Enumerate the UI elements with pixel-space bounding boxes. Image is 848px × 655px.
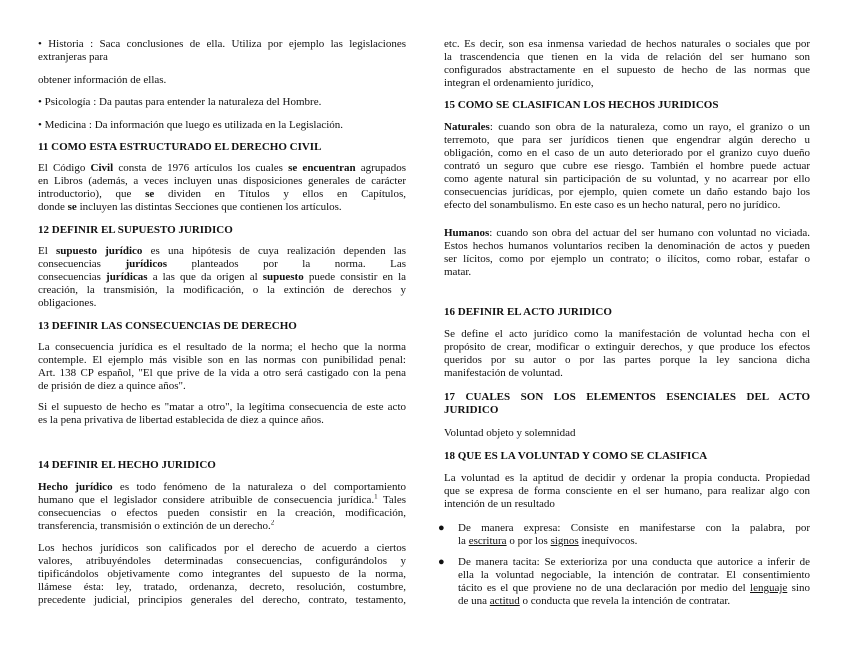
t: sino bbox=[787, 582, 810, 594]
p15b-line-3: ser lícitos, como por ejemplo un contrato; o ilícitos, como robar, estafar o bbox=[444, 253, 810, 265]
t: de una bbox=[458, 595, 490, 607]
term-psicologia: Psicología bbox=[44, 96, 91, 108]
historia-text-1: : Saca conclusiones de ella. Utiliza por ejemplo las legislaciones bbox=[90, 38, 406, 50]
p11-line-1 bbox=[38, 162, 406, 175]
bullet1-line-1: De manera expresa: Consiste en manifestarse con la palabra, por bbox=[458, 522, 810, 534]
t: El Código bbox=[38, 162, 91, 174]
p13b-line-1: Si el supuesto de hecho es "matar a otro", la legítima consecuencia de este acto bbox=[38, 401, 406, 413]
heading-17-cont: JURIDICO bbox=[444, 404, 499, 416]
t: o conducta que revela la intención de contratar. bbox=[519, 595, 731, 607]
t: consecuencias bbox=[38, 271, 107, 283]
t: inequívocos. bbox=[578, 535, 638, 547]
p18-line-3: intención de un resultado bbox=[444, 498, 555, 510]
p16-line-1: Se define el acto jurídico como la manifestación de voluntad hecha con el bbox=[444, 328, 810, 340]
p15-line-6: consecuencias jurídicas, por ejemplo, quien comete un daño estando bajo los bbox=[444, 186, 810, 198]
bullet-icon: • bbox=[38, 38, 42, 50]
p14-line-1 bbox=[38, 481, 406, 494]
footnote-ref: 2 bbox=[270, 520, 275, 527]
t: se encuentran bbox=[288, 162, 356, 174]
link-actitud[interactable]: actitud bbox=[489, 595, 520, 607]
p14b-line-5: precedente judicial, principios generales del derecho, contrato, testamento, bbox=[38, 594, 406, 606]
right-column bbox=[438, 0, 810, 655]
t: dividen en Títulos y ellos en Capítulos, bbox=[154, 188, 406, 200]
p13-line-4: de prisión de diez a quince años". bbox=[38, 380, 186, 392]
heading-12: 12 DEFINIR EL SUPUESTO JURIDICO bbox=[38, 224, 233, 236]
t: El bbox=[38, 245, 56, 257]
p15-line-3: obligación, como en el caso de un auto deteriorado por el granizo cuyo dueño bbox=[444, 147, 810, 159]
cont-line-1: etc. Es decir, son esa inmensa variedad de hechos naturales o sociales que por bbox=[444, 38, 810, 50]
historia-text-3: obtener información de ellas. bbox=[38, 74, 167, 86]
historia-text-2: extranjeras para bbox=[38, 51, 108, 63]
t: donde bbox=[38, 201, 68, 213]
t: jurídicas bbox=[106, 271, 148, 283]
t: transferencia, transmisión o extinción de un derecho. bbox=[38, 520, 271, 532]
bullet2-line-2: ella la voluntad negociable, la intención de contratar. El consentimiento bbox=[458, 569, 810, 581]
medicina-text: : Da información que luego es utilizada en la Legislación. bbox=[88, 119, 344, 131]
p11-line-2: en Libros (además, a veces incluyen unas disposiciones generales de carácter bbox=[38, 175, 406, 187]
p11-line-3 bbox=[38, 188, 406, 201]
heading-17: 17 CUALES SON LOS ELEMENTOS ESENCIALES DEL ACTO bbox=[444, 391, 810, 403]
t: es todo fenómeno de la naturaleza o del comportamiento bbox=[112, 481, 406, 493]
t: agrupados bbox=[355, 162, 406, 174]
t: Humanos bbox=[444, 227, 490, 239]
p12-line-2 bbox=[38, 258, 406, 271]
t: consta de 1976 artículos los cuales bbox=[113, 162, 289, 174]
p14b-line-3: tipificándolos objetivamente como integrantes del supuesto de la norma, bbox=[38, 568, 406, 580]
t: jurídicos bbox=[125, 258, 167, 270]
p12-line-3 bbox=[38, 271, 406, 284]
p14-line-3: consecuencias o efectos pueden consistir en la creación, modificación, bbox=[38, 507, 406, 519]
p16-line-4: manifestación de voluntad. bbox=[444, 367, 563, 379]
cont-line-2: la trascendencia que tienen en la vida de relación del ser humano son bbox=[444, 51, 810, 63]
p16-line-3: queridos por su autor o por las partes porque la ley sanciona dicha bbox=[444, 354, 810, 366]
historia-line bbox=[38, 38, 406, 51]
p15b-line-2: Estos hechos humanos voluntarios reciben la denominación de actos y pueden bbox=[444, 240, 810, 252]
heading-16: 16 DEFINIR EL ACTO JURIDICO bbox=[444, 306, 612, 318]
heading-14: 14 DEFINIR EL HECHO JURIDICO bbox=[38, 459, 216, 471]
t: : cuando son obra del actuar del ser humano con voluntad no viciada. bbox=[489, 227, 810, 239]
t: supuesto bbox=[262, 271, 304, 283]
p18-line-1: La voluntad es la aptitud de decidir y ordenar la propia conducta. Propiedad bbox=[444, 472, 810, 484]
p15-line-7: efecto del sonambulismo. En este caso es un hecho natural, pero no jurídico. bbox=[444, 199, 781, 211]
t: Naturales bbox=[444, 121, 490, 133]
t: a las que da origen al bbox=[147, 271, 263, 283]
heading-15: 15 COMO SE CLASIFICAN LOS HECHOS JURIDICOS bbox=[444, 99, 719, 111]
p13-line-2: contemple. El ejemplo más visible son en las normas con punibilidad penal: bbox=[38, 354, 406, 366]
t: tácito es el que proviene no de una declaración por medio del bbox=[458, 582, 751, 594]
t: incluyen las distintas Secciones que contienen los artículos. bbox=[76, 201, 342, 213]
t: humano que el legislador considere atribuible de consecuencia jurídica. bbox=[38, 494, 375, 506]
p14b-line-4: llámese ésta: ley, tratado, ordenanza, decreto, resolución, costumbre, bbox=[38, 581, 406, 593]
bullet-dot-icon: ● bbox=[438, 556, 445, 568]
p14b-line-2: valores, atribuyéndoles determinadas consecuencias, configurándolos y bbox=[38, 555, 406, 567]
p12-line-4: creación, la transmisión, la modificación, o la extinción de derechos y bbox=[38, 284, 406, 296]
t: es una hipótesis de cuya realización dependen las bbox=[142, 245, 406, 257]
bullet2-line-3 bbox=[458, 582, 810, 595]
bullet1-line-2 bbox=[458, 535, 810, 548]
t: supuesto jurídico bbox=[55, 245, 143, 257]
t: : cuando son obra de la naturaleza, como un rayo, el granizo o un bbox=[489, 121, 810, 133]
p13-line-1: La consecuencia jurídica es el resultado de la norma; el hecho que la norma bbox=[38, 341, 406, 353]
p17-text: Voluntad objeto y solemnidad bbox=[444, 427, 576, 439]
t: Tales bbox=[377, 494, 406, 506]
p15-line-1 bbox=[444, 121, 810, 134]
p14-line-4 bbox=[38, 520, 406, 533]
medicina-line bbox=[38, 119, 406, 132]
heading-18: 18 QUE ES LA VOLUNTAD Y COMO SE CLASIFICA bbox=[444, 450, 708, 462]
t: se bbox=[145, 188, 155, 200]
p13b-line-2: es la pena privativa de libertad establecida de diez a quince años. bbox=[38, 414, 324, 426]
p15-line-4: contrató un seguro que cubre ese riesgo. También el hombre puede actuar bbox=[444, 160, 810, 172]
bullet-icon: • bbox=[38, 96, 42, 108]
p15b-line-1 bbox=[444, 227, 810, 240]
link-escritura[interactable]: escritura bbox=[468, 535, 507, 547]
t: introductorio), que bbox=[38, 188, 146, 200]
p15-line-5: como agente natural sin participación de su voluntad, y no acarrear por ello bbox=[444, 173, 810, 185]
t: se bbox=[67, 201, 77, 213]
heading-13: 13 DEFINIR LAS CONSECUENCIAS DE DERECHO bbox=[38, 320, 297, 332]
p14b-line-1: Los hechos jurídicos son calificados por el derecho de acuerdo a ciertos bbox=[38, 542, 406, 554]
left-column bbox=[38, 0, 406, 655]
p12-line-1 bbox=[38, 245, 406, 258]
cont-line-3: configurados abstractamente en el supuesto de hecho de las normas que bbox=[444, 64, 810, 76]
p12-line-5: obligaciones. bbox=[38, 297, 97, 309]
p14-line-2 bbox=[38, 494, 406, 507]
t: la bbox=[458, 535, 469, 547]
link-signos[interactable]: signos bbox=[550, 535, 579, 547]
footnote-ref: 1 bbox=[374, 494, 378, 501]
term-historia: Historia bbox=[48, 38, 84, 50]
p16-line-2: propósito de crear, modificar o extinguir derechos, y que produce los efectos bbox=[444, 341, 810, 353]
t: puede consistir en la bbox=[303, 271, 406, 283]
cont-line-4: integran el ordenamiento jurídico, bbox=[444, 77, 594, 89]
bullet2-line-1: De manera tacita: Se exterioriza por una conducta que autorice a inferir de bbox=[458, 556, 810, 568]
t: consecuencias bbox=[38, 258, 126, 270]
p18-line-2: que se expresa de forma consciente en el ser humano, para realizar algo con bbox=[444, 485, 810, 497]
p11-line-4 bbox=[38, 201, 406, 214]
psicologia-line bbox=[38, 96, 406, 109]
bullet-dot-icon: ● bbox=[438, 522, 445, 534]
p15-line-2: terremoto, que para ser jurídicos tienen que engendrar algún derecho u bbox=[444, 134, 810, 146]
bullet2-line-4 bbox=[458, 595, 810, 608]
p13-line-3: Art. 138 CP español, "El que prive de la vida a otro será castigado con la pena bbox=[38, 367, 406, 379]
t: Hecho jurídico bbox=[38, 481, 113, 493]
t: o por los bbox=[506, 535, 551, 547]
link-lenguaje[interactable]: lenguaje bbox=[750, 582, 788, 594]
heading-11: 11 COMO ESTA ESTRUCTURADO EL DERECHO CIVIL bbox=[38, 141, 322, 153]
psicologia-text: : Da pautas para entender la naturaleza del Hombre. bbox=[93, 96, 322, 108]
t: Civil bbox=[90, 162, 114, 174]
p15b-line-4: matar. bbox=[444, 266, 472, 278]
t: planteados por la norma. Las bbox=[167, 258, 406, 270]
term-medicina: Medicina bbox=[44, 119, 87, 131]
bullet-icon: • bbox=[38, 119, 42, 131]
